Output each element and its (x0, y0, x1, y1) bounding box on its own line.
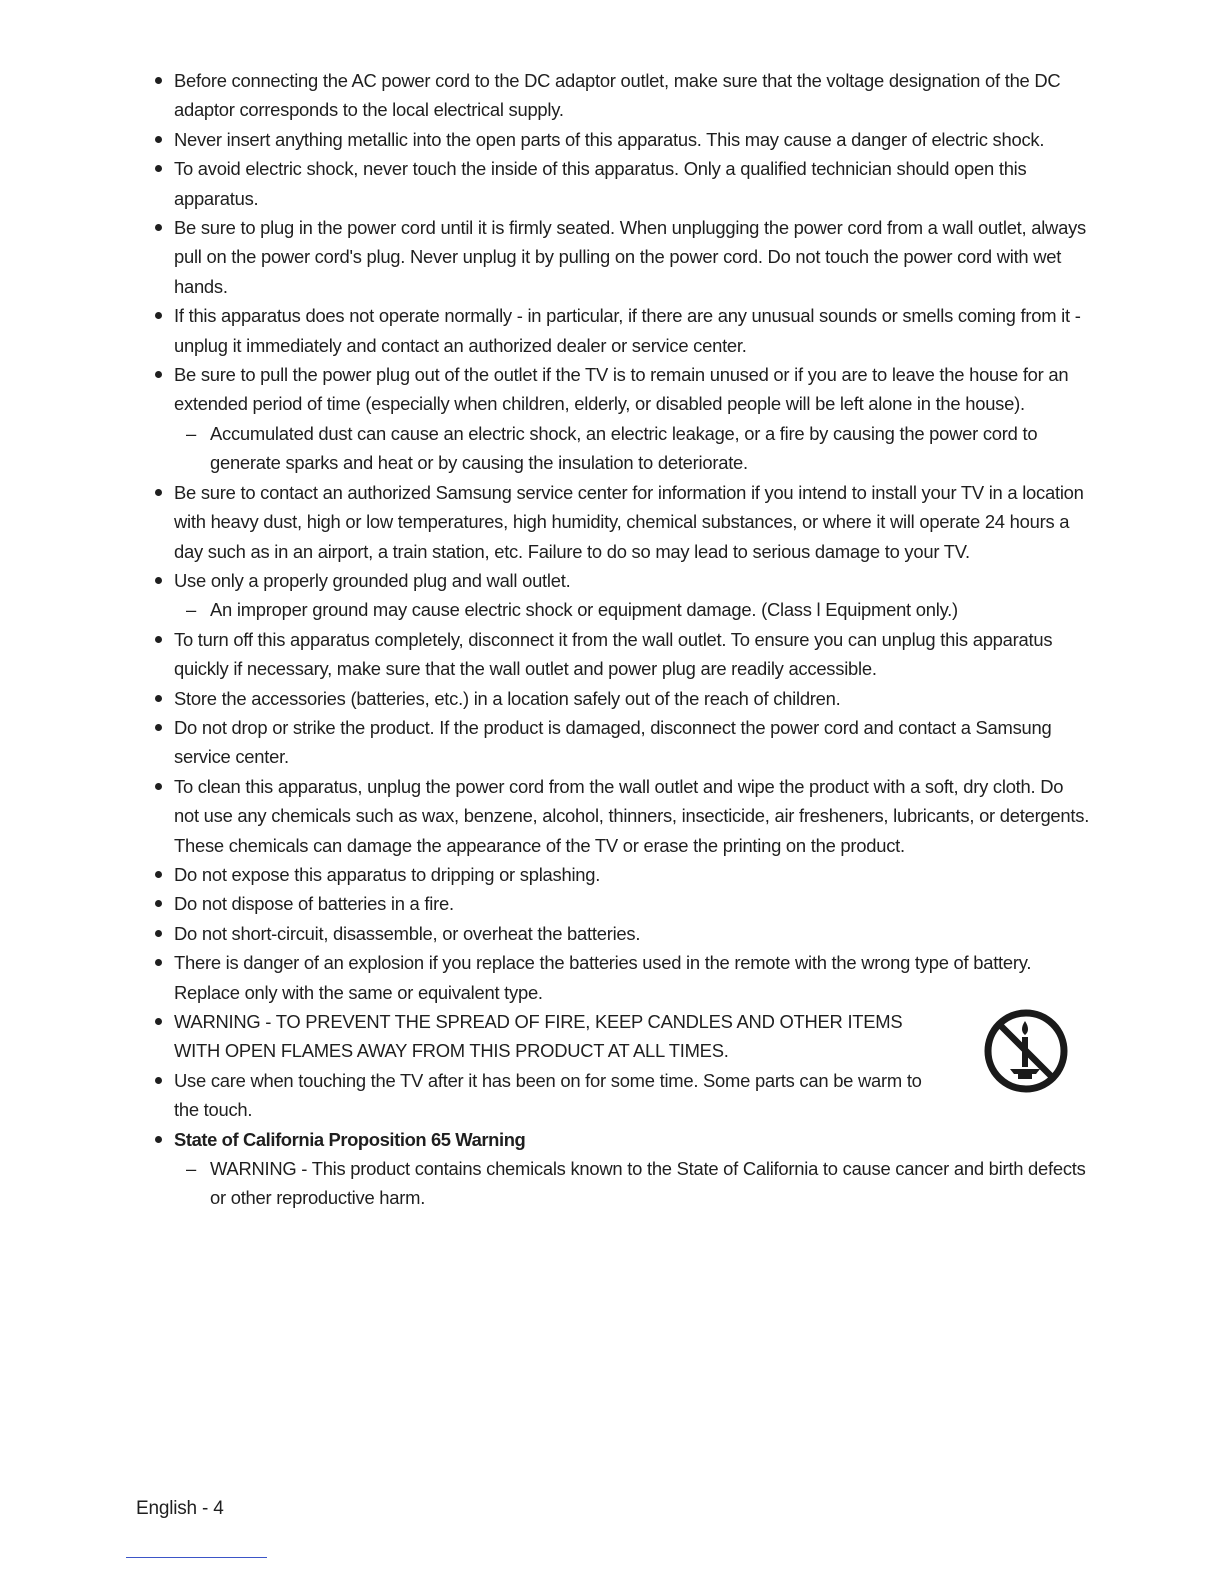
bullet-dot (155, 636, 162, 643)
dash-marker: – (186, 1158, 196, 1180)
bullet-dot (155, 930, 162, 937)
item-text: Be sure to pull the power plug out of the outlet if the TV is to remain unused or if you are to leave the house for an extended period of time (especially when children, elderly, or disabled people will be left alone in the house). (174, 364, 1069, 415)
sub-item (174, 1154, 1090, 1213)
open-flame-warning-block (150, 1007, 1090, 1125)
list-item (150, 772, 1090, 860)
sub-item-text: An improper ground may cause electric shock or equipment damage. (Class l Equipment only.) (210, 599, 958, 621)
sub-item (174, 419, 1090, 478)
item-text: Do not drop or strike the product. If the product is damaged, disconnect the power cord and contact a Samsung service center. (174, 716, 1052, 768)
item-text: To avoid electric shock, never touch the inside of this apparatus. Only a qualified technician should open this apparatus. (174, 158, 1027, 209)
bullet-dot (155, 312, 162, 319)
item-text: Be sure to plug in the power cord until it is firmly seated. When unplugging the power cord from a wall outlet, always pull on the power cord's plug. Never unplug it by pulling on the power cord. Do not touch the power cord with wet hands. (174, 217, 1086, 297)
list-item (150, 919, 1090, 948)
bullet-dot (155, 900, 162, 907)
item-text: If this apparatus does not operate normally - in particular, if there are any unusual sounds or smells coming from it - unplug it immediately and contact an authorized dealer or service center. (174, 305, 1081, 356)
item-text: Do not expose this apparatus to dripping or splashing. (174, 863, 601, 885)
item-text: To turn off this apparatus completely, disconnect it from the wall outlet. To ensure you can unplug this apparatus quickly if necessary, make sure that the wall outlet and power plug are readily accessible. (174, 628, 1053, 680)
item-text: Use only a properly grounded plug and wall outlet. (174, 569, 571, 591)
item-text: To clean this apparatus, unplug the power cord from the wall outlet and wipe the product with a soft, dry cloth. Do not use any chemicals such as wax, benzene, alcohol, thinners, insecticide, air fresheners, lubricants, or detergents. These chemicals can damage the appearance of the TV or erase the printing on the product. (174, 775, 1090, 856)
list-item (150, 213, 1090, 301)
bullet-dot (155, 136, 162, 143)
sub-list (174, 419, 1090, 478)
bullet-dot (155, 959, 162, 966)
list-item (150, 625, 1090, 684)
item-text: Use care when touching the TV after it has been on for some time. Some parts can be warm to the touch. (174, 1069, 922, 1121)
sub-item (174, 595, 1090, 624)
item-text: There is danger of an explosion if you replace the batteries used in the remote with the wrong type of battery. Replace only with the same or equivalent type. (174, 952, 1032, 1003)
warning-list (150, 1007, 1090, 1125)
item-text: Never insert anything metallic into the open parts of this apparatus. This may cause a danger of electric shock. (174, 128, 1045, 150)
list-item (150, 860, 1090, 889)
item-text: Before connecting the AC power cord to the DC adaptor outlet, make sure that the voltage designation of the DC adaptor corresponds to the local electrical supply. (174, 70, 1061, 121)
bullet-dot (155, 371, 162, 378)
bullet-dot (155, 224, 162, 231)
dash-marker: – (186, 599, 196, 621)
safety-instructions (150, 66, 1090, 1213)
sub-list (174, 595, 1090, 624)
list-item (150, 360, 1090, 478)
prop65-title: State of California Proposition 65 Warning (174, 1128, 526, 1150)
dash-marker: – (186, 422, 196, 444)
bullet-dot (155, 77, 162, 84)
bullet-dot (155, 1077, 162, 1084)
list-item (150, 478, 1090, 566)
no-open-flame-icon (982, 1007, 1070, 1095)
bullet-dot (155, 695, 162, 702)
list-item (150, 1066, 1090, 1125)
list-item (150, 1125, 1090, 1213)
footer-rule (126, 1557, 267, 1558)
list-item (150, 301, 1090, 360)
bullet-dot (155, 871, 162, 878)
prop65-text: WARNING - This product contains chemicals known to the State of California to cause cancer and birth defects or other reproductive harm. (210, 1158, 1086, 1209)
bullet-dot (155, 724, 162, 731)
list-item (150, 154, 1090, 213)
list-item (150, 684, 1090, 713)
item-text: Do not short-circuit, disassemble, or overheat the batteries. (174, 922, 641, 944)
list-item (150, 889, 1090, 918)
sub-item-text: Accumulated dust can cause an electric shock, an electric leakage, or a fire by causing the power cord to generate sparks and heat or by causing the insulation to deteriorate. (210, 422, 1038, 474)
list-item (150, 948, 1090, 1007)
item-text: Be sure to contact an authorized Samsung service center for information if you intend to install your TV in a location with heavy dust, high or low temperatures, high humidity, chemical substances, or where it will operate 24 hours a day such as in an airport, a train station, etc. Failure to do so may lead to serious damage to your TV. (174, 481, 1084, 562)
list-item (150, 66, 1090, 125)
item-text: Store the accessories (batteries, etc.) in a location safely out of the reach of children. (174, 687, 841, 709)
list-item (150, 125, 1090, 154)
bullet-dot (155, 165, 162, 172)
list-item (150, 1007, 1090, 1066)
bullet-dot (155, 1136, 162, 1143)
bullet-dot (155, 1018, 162, 1025)
safety-list (150, 66, 1090, 1007)
list-item (150, 713, 1090, 772)
item-text: Do not dispose of batteries in a fire. (174, 893, 454, 915)
sub-list (174, 1154, 1090, 1213)
prop65-list (150, 1125, 1090, 1213)
page-number: English - 4 (136, 1498, 224, 1519)
list-item (150, 566, 1090, 625)
bullet-dot (155, 489, 162, 496)
bullet-dot (155, 783, 162, 790)
item-text: WARNING - TO PREVENT THE SPREAD OF FIRE, KEEP CANDLES AND OTHER ITEMS WITH OPEN FLAMES AWAY FROM THIS PRODUCT AT ALL TIMES. (174, 1011, 903, 1062)
bullet-dot (155, 577, 162, 584)
